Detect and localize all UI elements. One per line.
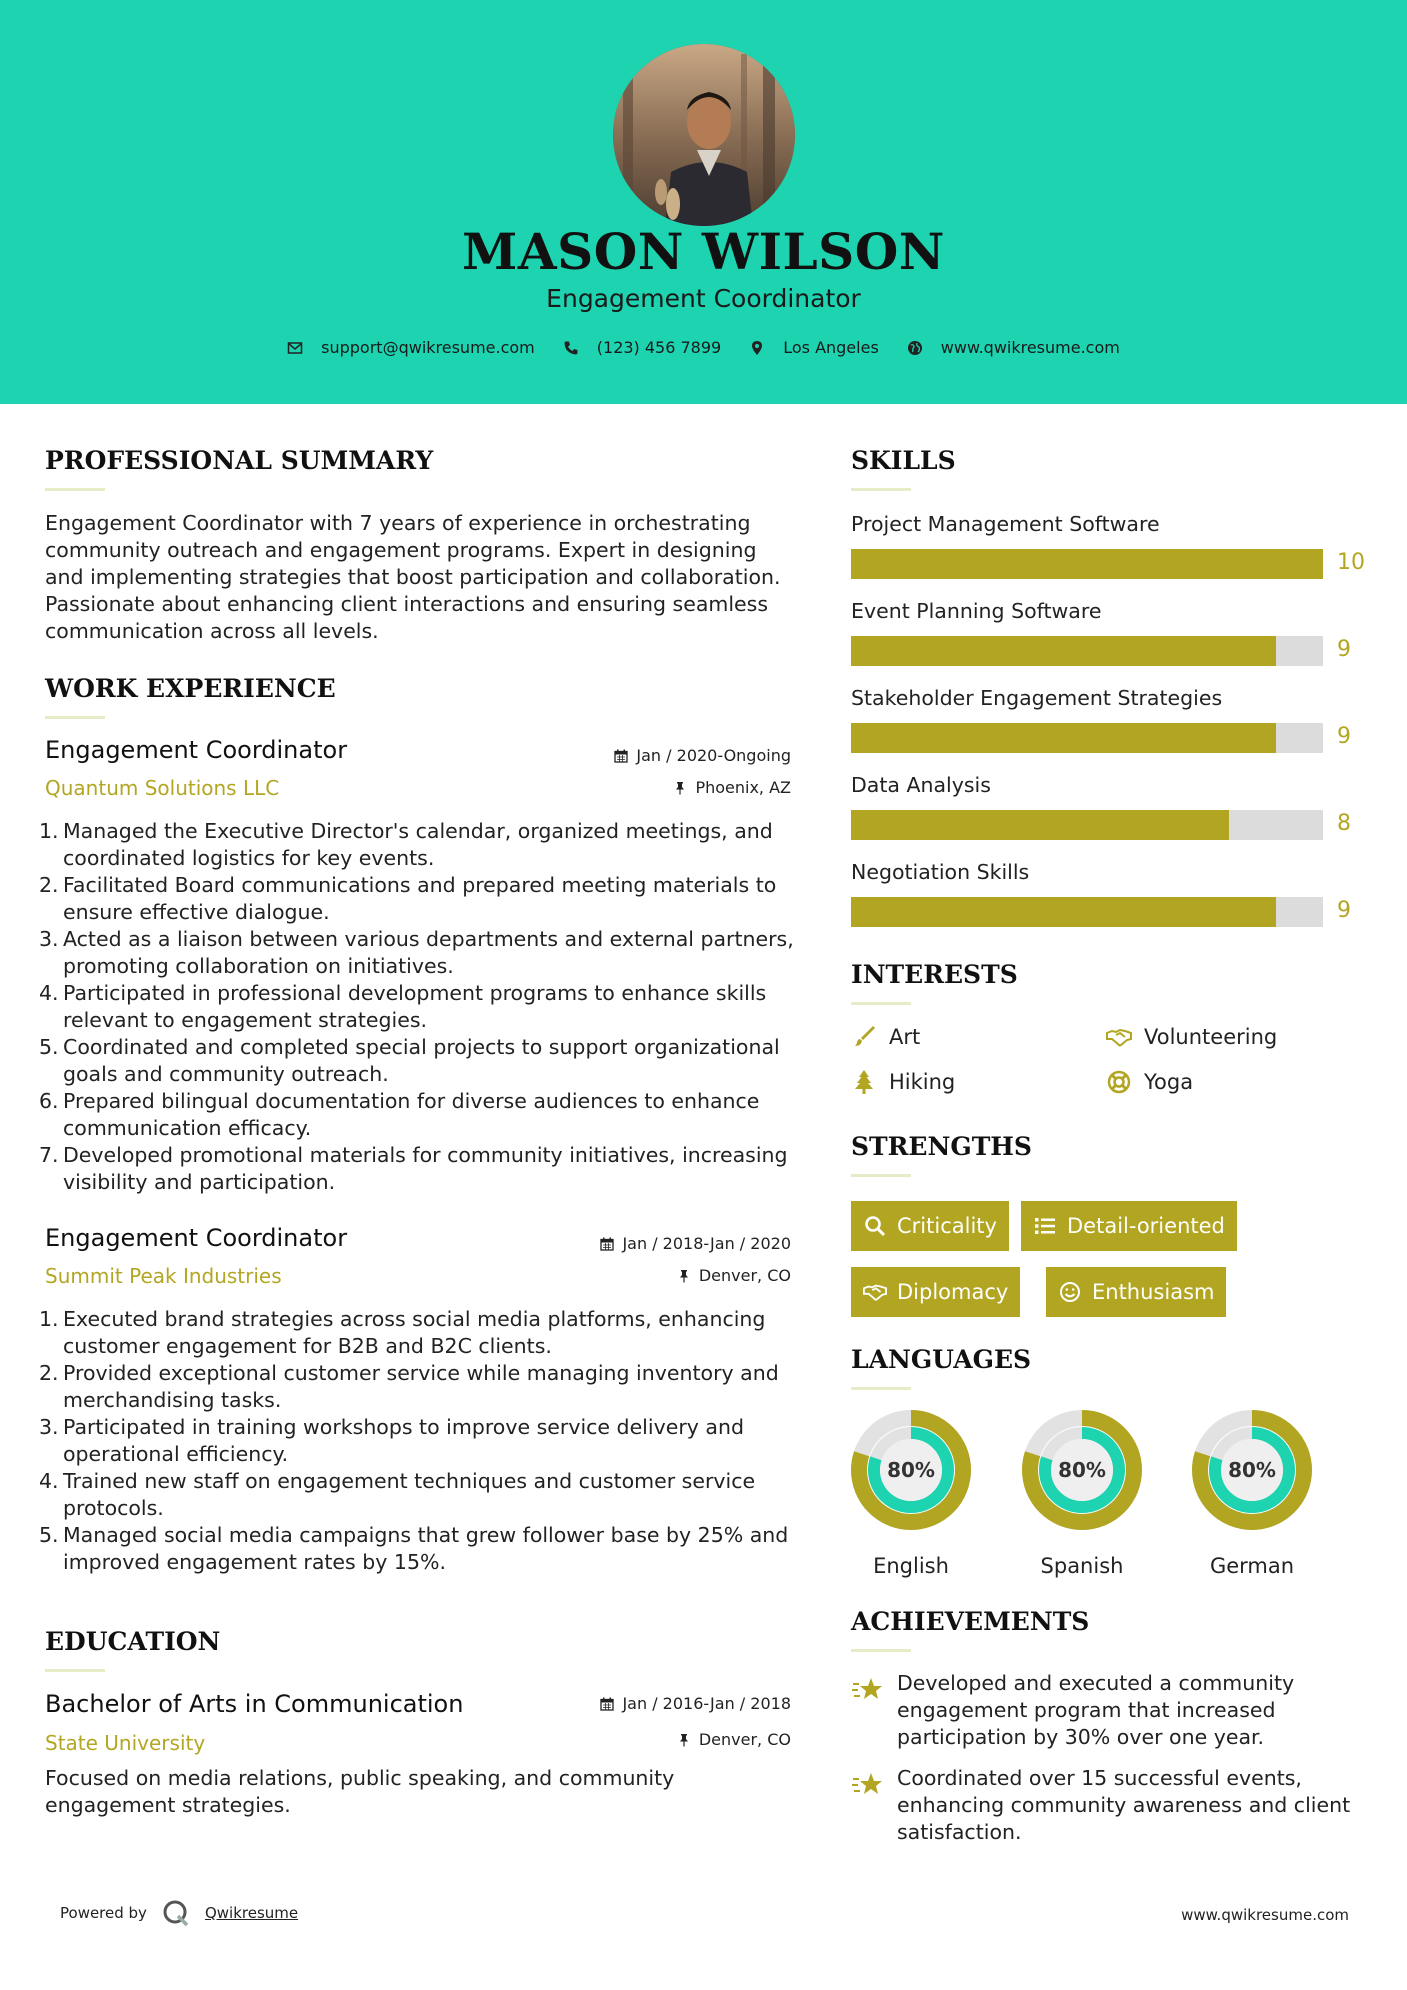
list-item: [39, 980, 795, 1034]
paintbrush-icon: [851, 1024, 877, 1050]
interest-label: Volunteering: [1144, 1025, 1278, 1049]
contact-email[interactable]: [287, 338, 535, 357]
list-icon: [1033, 1214, 1057, 1238]
skill-value: 9: [1337, 724, 1351, 749]
search-icon: [863, 1214, 887, 1238]
handshake-icon: [1106, 1024, 1132, 1050]
interest-label: Yoga: [1144, 1070, 1194, 1094]
list-item-text: Managed the Executive Director's calendar, organized meetings, and coordinated logistics for key events.: [63, 819, 773, 870]
contact-phone[interactable]: [563, 338, 721, 357]
education-description: Focused on media relations, public speaking, and community engagement strategies.: [45, 1766, 675, 1817]
list-item: [39, 1414, 795, 1468]
summary-heading: PROFESSIONAL SUMMARY: [45, 446, 434, 475]
skill-bar-track: [851, 723, 1323, 753]
strengths-heading-rule: [851, 1174, 911, 1177]
list-item: [39, 1468, 795, 1522]
tree-icon: [851, 1069, 877, 1095]
language-item: [1020, 1408, 1144, 1578]
list-item-text: Acted as a liaison between various departments and external partners, promoting collaboration on initiatives.: [63, 927, 794, 978]
interests-heading: INTERESTS: [851, 960, 1018, 989]
contact-website[interactable]: [907, 338, 1120, 357]
language-level-ring: [1190, 1408, 1314, 1532]
skills-heading: SKILLS: [851, 446, 956, 475]
job-title: Engagement Coordinator: [45, 736, 348, 764]
skill-bar-track: [851, 636, 1323, 666]
language-name: Spanish: [1040, 1554, 1124, 1578]
interests-heading-rule: [851, 1002, 911, 1005]
achievement-item: [851, 1670, 1371, 1751]
candidate-role: Engagement Coordinator: [546, 284, 861, 313]
job-company: Summit Peak Industries: [45, 1264, 282, 1288]
skill-bar-fill: [851, 723, 1276, 753]
website-text: www.qwikresume.com: [940, 338, 1120, 357]
pushpin-icon: [677, 1733, 691, 1747]
strength-badge: [1021, 1201, 1237, 1251]
job-dates: [480, 746, 791, 765]
skill-name: Negotiation Skills: [851, 860, 1030, 884]
map-marker-icon: [749, 340, 765, 356]
job-dates-text: Jan / 2018-Jan / 2020: [622, 1234, 791, 1253]
list-item: [39, 1306, 795, 1360]
list-item-text: Facilitated Board communications and prepared meeting materials to ensure effective dialogue.: [63, 873, 777, 924]
language-percent: 80%: [1228, 1458, 1276, 1482]
education-heading-rule: [45, 1669, 105, 1672]
achievements-heading-rule: [851, 1649, 911, 1652]
list-number: 5.: [39, 1035, 59, 1059]
skill-bar-fill: [851, 549, 1323, 579]
summary-text: Engagement Coordinator with 7 years of experience in orchestrating community outreach and engagement programs. Expert in designing and implementing strategies that boost participation and collaboration. Passionate about enhancing client interactions and ensuring seamless communication across all levels.: [45, 511, 781, 643]
phone-text: (123) 456 7899: [596, 338, 722, 357]
contact-bar: [0, 338, 1407, 357]
education-dates: [480, 1694, 791, 1713]
skill-bar-track: [851, 549, 1323, 579]
header-banner: [0, 0, 1407, 404]
language-name: German: [1209, 1554, 1295, 1578]
list-item: [39, 1088, 795, 1142]
calendar-icon: [600, 1697, 614, 1711]
job-location-text: Phoenix, AZ: [695, 778, 791, 797]
list-item-text: Developed promotional materials for community initiatives, increasing visibility and participation.: [63, 1143, 788, 1194]
work-experience-heading-rule: [45, 716, 105, 719]
calendar-icon: [600, 1237, 614, 1251]
star-icon: [851, 1672, 885, 1706]
list-item-text: Managed social media campaigns that grew follower base by 25% and improved engagement rates by 15%.: [63, 1523, 789, 1574]
language-item: [849, 1408, 973, 1578]
skill-value: 10: [1337, 550, 1365, 575]
powered-by-text: Powered by: [60, 1904, 147, 1922]
achievement-text: Developed and executed a community engagement program that increased participation by 30% over one year.: [897, 1671, 1295, 1749]
skill-name: Data Analysis: [851, 773, 991, 797]
list-item-text: Coordinated and completed special projects to support organizational goals and community outreach.: [63, 1035, 780, 1086]
list-item: [39, 1522, 795, 1576]
list-number: 2.: [39, 873, 59, 897]
pushpin-icon: [673, 781, 687, 795]
candidate-name: MASON WILSON: [462, 222, 945, 281]
interest-item-volunteering: [1106, 1024, 1277, 1050]
skills-heading-rule: [851, 488, 911, 491]
location-text: Los Angeles: [783, 338, 879, 357]
interest-label: Hiking: [889, 1070, 956, 1094]
list-number: 5.: [39, 1523, 59, 1547]
skill-bar-fill: [851, 810, 1229, 840]
skill-value: 9: [1337, 637, 1351, 662]
job-title: Engagement Coordinator: [45, 1224, 348, 1252]
skill-bar-fill: [851, 897, 1276, 927]
list-item: [39, 1034, 795, 1088]
interest-label: Art: [889, 1025, 921, 1049]
strength-label: Detail-oriented: [1067, 1214, 1225, 1238]
list-item: [39, 1142, 795, 1196]
globe-icon: [907, 340, 923, 356]
list-item-text: Participated in professional development programs to enhance skills relevant to engagement strategies.: [63, 981, 767, 1032]
interest-item-hiking: [851, 1069, 955, 1095]
skill-name: Event Planning Software: [851, 599, 1102, 623]
list-item-text: Executed brand strategies across social media platforms, enhancing customer engagement for B2B and B2C clients.: [63, 1307, 766, 1358]
list-number: 1.: [39, 1307, 59, 1331]
job-location: [480, 1266, 791, 1285]
education-dates-text: Jan / 2016-Jan / 2018: [622, 1694, 791, 1713]
footer-powered-by: [60, 1898, 298, 1928]
skill-value: 8: [1337, 811, 1351, 836]
qwikresume-link[interactable]: Qwikresume: [204, 1904, 299, 1922]
skill-name: Stakeholder Engagement Strategies: [851, 686, 1223, 710]
list-number: 4.: [39, 981, 59, 1005]
list-item-text: Trained new staff on engagement techniques and customer service protocols.: [63, 1469, 756, 1520]
lifebuoy-icon: [1106, 1069, 1132, 1095]
job-company: Quantum Solutions LLC: [45, 776, 280, 800]
list-item: [39, 872, 795, 926]
calendar-icon: [614, 749, 628, 763]
list-number: 4.: [39, 1469, 59, 1493]
language-level-ring: [1020, 1408, 1144, 1532]
education-heading: EDUCATION: [45, 1627, 221, 1656]
languages-heading-rule: [851, 1387, 911, 1390]
star-icon: [851, 1767, 885, 1801]
footer-website-link[interactable]: www.qwikresume.com: [1181, 1906, 1349, 1924]
language-item: [1190, 1408, 1314, 1578]
list-item: [39, 926, 795, 980]
languages-heading: LANGUAGES: [851, 1345, 1032, 1374]
envelope-icon: [287, 340, 303, 356]
language-percent: 80%: [1058, 1458, 1106, 1482]
language-name: English: [873, 1554, 949, 1578]
skill-name: Project Management Software: [851, 512, 1160, 536]
strengths-heading: STRENGTHS: [851, 1132, 1032, 1161]
skill-value: 9: [1337, 898, 1351, 923]
strength-badge: [851, 1201, 1009, 1251]
skill-bar-track: [851, 810, 1323, 840]
strength-label: Enthusiasm: [1092, 1280, 1215, 1304]
achievement-item: [851, 1765, 1371, 1846]
language-percent: 80%: [887, 1458, 935, 1482]
smile-icon: [1058, 1280, 1082, 1304]
summary-heading-rule: [45, 488, 105, 491]
skill-bar-fill: [851, 636, 1276, 666]
list-number: 3.: [39, 1415, 59, 1439]
skill-bar-track: [851, 897, 1323, 927]
interest-item-art: [851, 1024, 920, 1050]
strength-label: Criticality: [897, 1214, 997, 1238]
list-number: 6.: [39, 1089, 59, 1113]
handshake-icon: [863, 1280, 887, 1304]
job-location-text: Denver, CO: [698, 1266, 791, 1285]
education-location-text: Denver, CO: [698, 1730, 791, 1749]
strength-label: Diplomacy: [897, 1280, 1009, 1304]
education-location: [480, 1730, 791, 1749]
list-item: [39, 818, 795, 872]
contact-location: [749, 338, 879, 357]
list-item-text: Participated in training workshops to improve service delivery and operational efficiency.: [63, 1415, 744, 1466]
interest-item-yoga: [1106, 1069, 1193, 1095]
qwikresume-logo-icon: [161, 1898, 191, 1928]
list-item: [39, 1360, 795, 1414]
work-experience-heading: WORK EXPERIENCE: [45, 674, 336, 703]
job-location: [480, 778, 791, 797]
list-number: 3.: [39, 927, 59, 951]
list-number: 7.: [39, 1143, 59, 1167]
achievements-heading: ACHIEVEMENTS: [851, 1607, 1090, 1636]
phone-icon: [563, 340, 579, 356]
list-number: 1.: [39, 819, 59, 843]
email-text: support@qwikresume.com: [321, 338, 535, 357]
pushpin-icon: [677, 1269, 691, 1283]
list-item-text: Provided exceptional customer service while managing inventory and merchandising tasks.: [63, 1361, 779, 1412]
language-level-ring: [849, 1408, 973, 1532]
school-name: State University: [45, 1731, 206, 1755]
achievement-text: Coordinated over 15 successful events, enhancing community awareness and client satisfaction.: [897, 1766, 1351, 1844]
list-number: 2.: [39, 1361, 59, 1385]
job-responsibilities: [39, 1306, 795, 1576]
degree-title: Bachelor of Arts in Communication: [45, 1690, 464, 1718]
job-dates: [480, 1234, 791, 1253]
profile-photo: [613, 44, 795, 226]
list-item-text: Prepared bilingual documentation for diverse audiences to enhance communication efficacy.: [63, 1089, 760, 1140]
strength-badge: [1046, 1267, 1226, 1317]
job-responsibilities: [39, 818, 795, 1196]
strength-badge: [851, 1267, 1020, 1317]
job-dates-text: Jan / 2020-Ongoing: [636, 746, 791, 765]
